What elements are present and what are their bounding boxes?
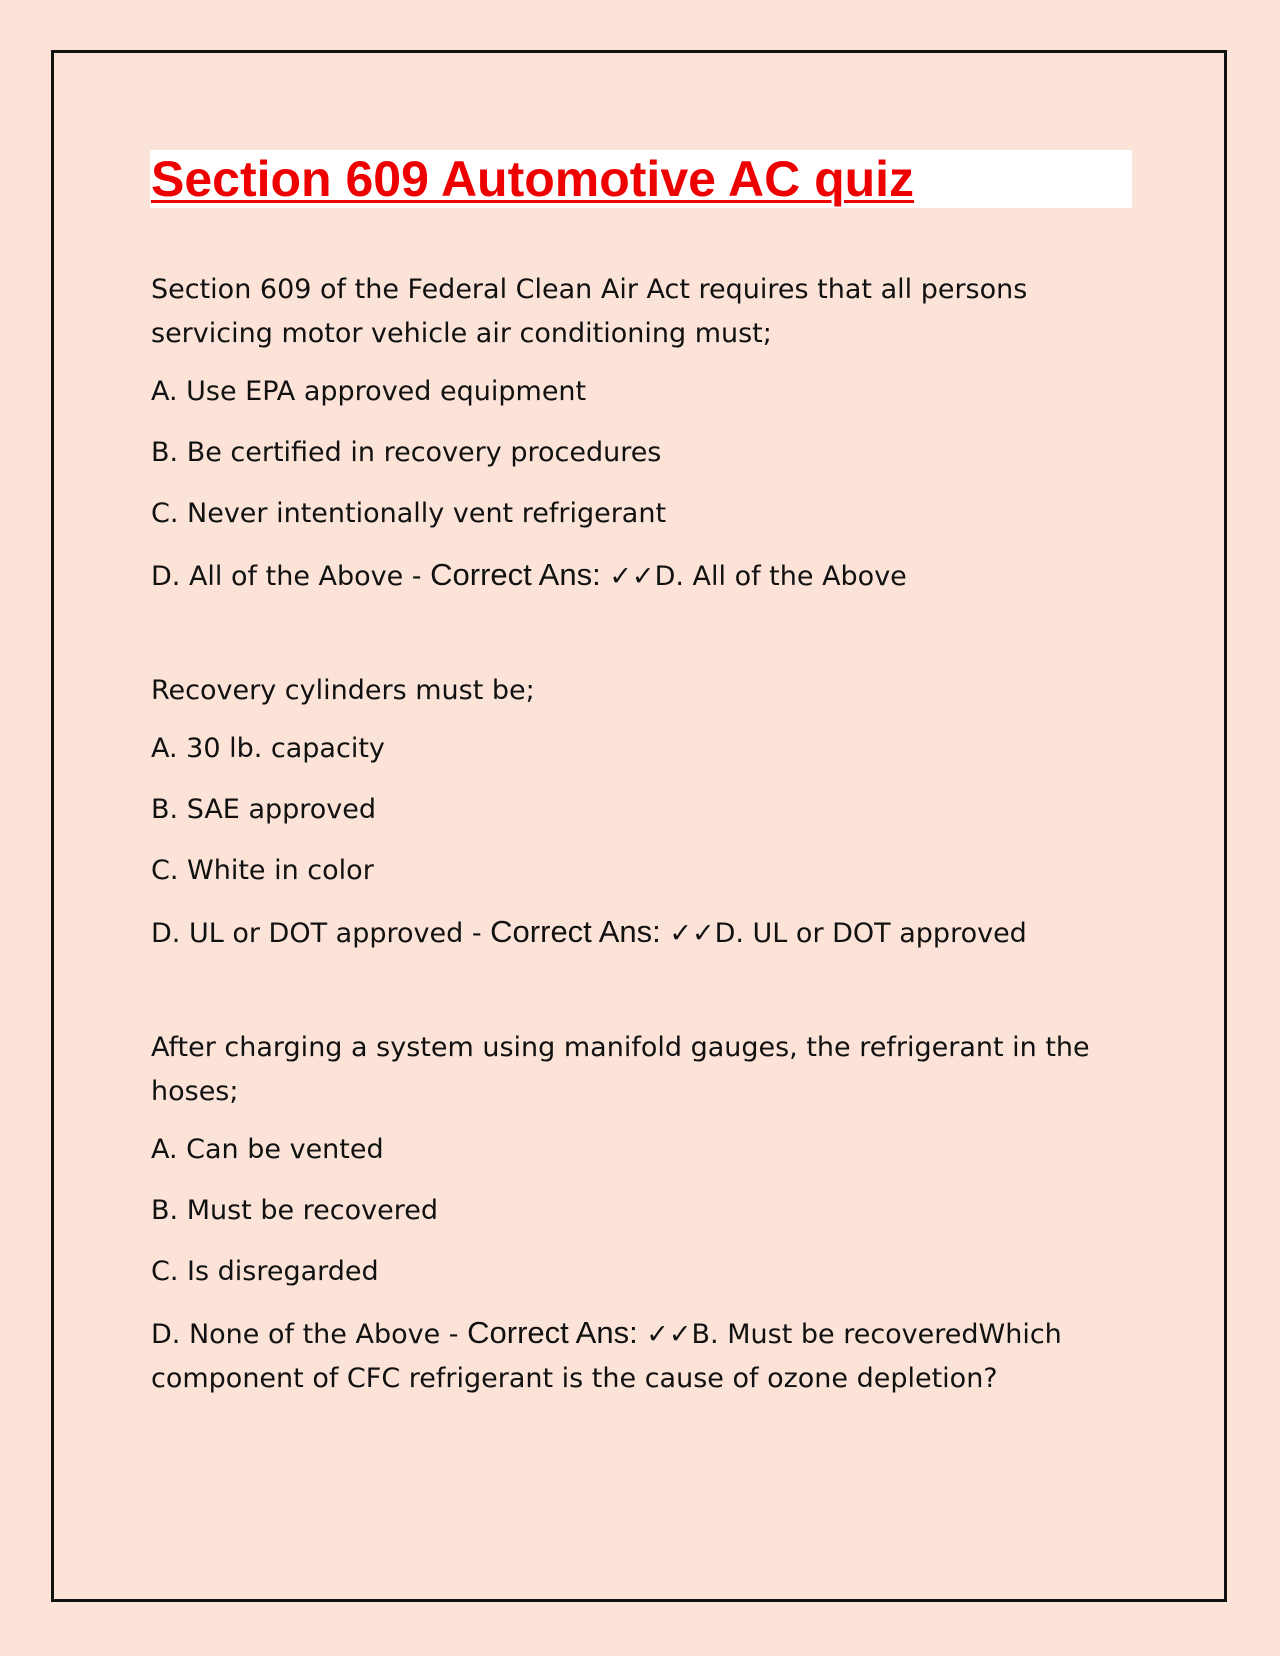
question-stem: Recovery cylinders must be;: [151, 675, 535, 706]
option-a: A. Use EPA approved equipment: [151, 376, 587, 407]
option-b: B. Be certified in recovery procedures: [151, 437, 662, 468]
check-icon: ✓✓: [669, 918, 715, 949]
check-icon: ✓✓: [646, 1319, 692, 1350]
correct-answer-label: Correct Ans:: [490, 914, 661, 949]
correct-answer-label: Correct Ans:: [467, 1315, 638, 1350]
option-a: A. Can be vented: [151, 1134, 384, 1165]
option-c: C. Is disregarded: [151, 1256, 379, 1287]
option-b: B. SAE approved: [151, 794, 377, 825]
question-stem: Section 609 of the Federal Clean Air Act requires that all persons servicing motor vehicle air conditioning must;: [151, 274, 1028, 349]
correct-answer: D. All of the Above: [654, 561, 907, 592]
correct-answer: B. Must be recoveredWhich component of CFC refrigerant is the cause of ozone depletion?: [151, 1319, 1062, 1394]
question-stem: After charging a system using manifold gauges, the refrigerant in the hoses;: [151, 1032, 1090, 1107]
page-title: Section 609 Automotive AC quiz: [151, 151, 915, 207]
correct-answer: D. UL or DOT approved: [714, 918, 1027, 949]
question-3: [151, 1026, 1111, 1401]
option-d-with-answer: [151, 553, 1111, 599]
question-2: [151, 669, 1111, 956]
option-c: C. Never intentionally vent refrigerant: [151, 498, 667, 529]
option-d-with-answer: [151, 1311, 1111, 1401]
option-d: D. All of the Above -: [151, 561, 422, 592]
question-1: [151, 268, 1111, 599]
quiz-content: [151, 268, 1111, 1471]
option-b: B. Must be recovered: [151, 1195, 438, 1226]
option-c: C. White in color: [151, 855, 374, 886]
option-d: D. None of the Above -: [151, 1319, 459, 1350]
correct-answer-label: Correct Ans:: [430, 557, 601, 592]
option-d: D. UL or DOT approved -: [151, 918, 482, 949]
check-icon: ✓✓: [609, 561, 655, 592]
option-d-with-answer: [151, 910, 1111, 956]
option-a: A. 30 lb. capacity: [151, 733, 385, 764]
